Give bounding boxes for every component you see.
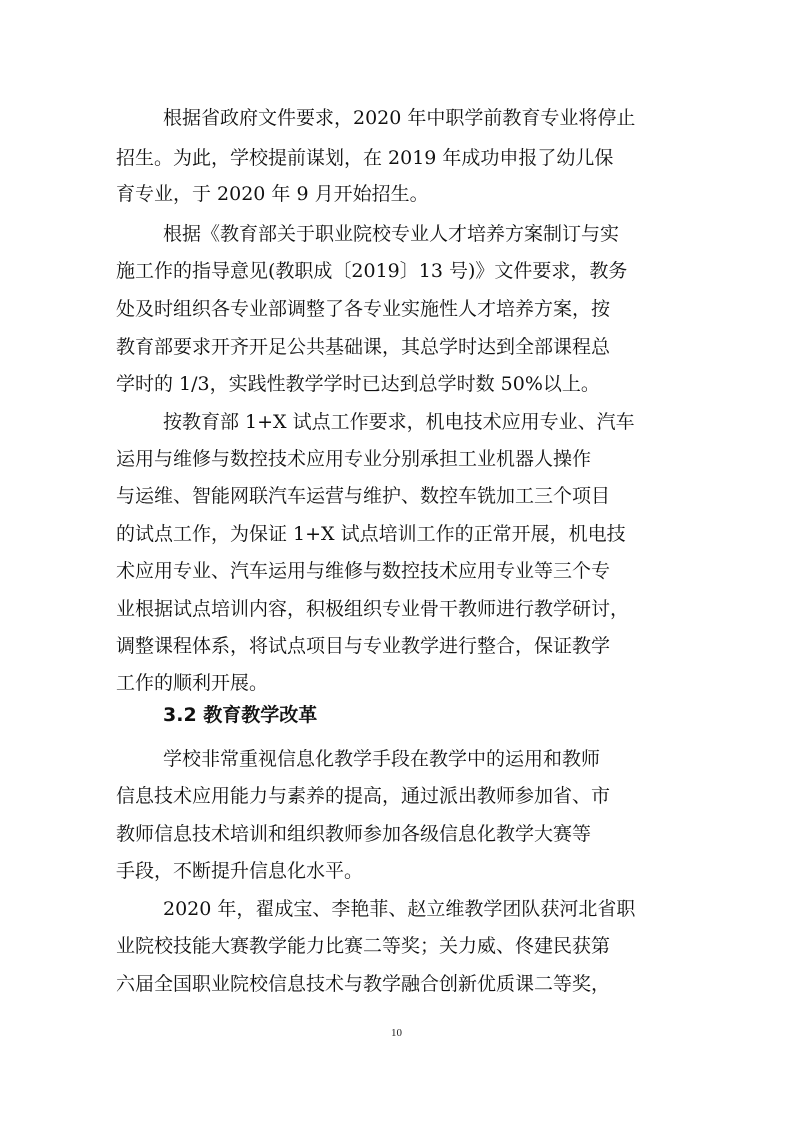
section-heading: 3.2 教育教学改革 bbox=[163, 704, 318, 726]
text-line: 与运维、智能网联汽车运营与维护、数控车铣加工三个项目 bbox=[116, 485, 611, 507]
text-line: 的试点工作，为保证 1+X 试点培训工作的正常开展，机电技 bbox=[116, 523, 626, 545]
text-line: 六届全国职业院校信息技术与教学融合创新优质课二等奖， bbox=[116, 973, 611, 995]
page-number: 10 bbox=[391, 1027, 402, 1039]
text-line: 信息技术应用能力与素养的提高，通过派出教师参加省、市 bbox=[116, 785, 611, 807]
text-line: 教师信息技术培训和组织教师参加各级信息化教学大赛等 bbox=[116, 823, 592, 845]
text-line: 学时的 1/3，实践性教学学时已达到总学时数 50%以上。 bbox=[116, 373, 600, 395]
text-line: 业院校技能大赛教学能力比赛二等奖；关力威、佟建民获第 bbox=[116, 935, 611, 957]
text-line: 业根据试点培训内容，积极组织专业骨干教师进行教学研讨， bbox=[116, 598, 630, 620]
text-line: 2020 年，翟成宝、李艳菲、赵立维教学团队获河北省职 bbox=[163, 898, 636, 920]
text-line: 术应用专业、汽车运用与维修与数控技术应用专业等三个专 bbox=[116, 560, 611, 582]
text-line: 根据省政府文件要求，2020 年中职学前教育专业将停止 bbox=[163, 107, 636, 129]
text-line: 学校非常重视信息化教学手段在教学中的运用和教师 bbox=[163, 748, 601, 770]
text-line: 根据《教育部关于职业院校专业人才培养方案制订与实 bbox=[163, 223, 620, 245]
text-line: 按教育部 1+X 试点工作要求，机电技术应用专业、汽车 bbox=[163, 411, 635, 433]
text-line: 教育部要求开齐开足公共基础课，其总学时达到全部课程总 bbox=[116, 336, 611, 358]
text-line: 处及时组织各专业部调整了各专业实施性人才培养方案，按 bbox=[116, 298, 611, 320]
text-line: 调整课程体系，将试点项目与专业教学进行整合，保证教学 bbox=[116, 635, 611, 657]
text-line: 运用与维修与数控技术应用专业分别承担工业机器人操作 bbox=[116, 448, 592, 470]
text-line: 施工作的指导意见(教职成〔2019〕13 号)》文件要求，教务 bbox=[116, 260, 628, 282]
text-line: 工作的顺利开展。 bbox=[116, 672, 269, 694]
text-line: 招生。为此，学校提前谋划，在 2019 年成功申报了幼儿保 bbox=[116, 147, 614, 169]
text-line: 育专业，于 2020 年 9 月开始招生。 bbox=[116, 183, 429, 205]
text-line: 手段，不断提升信息化水平。 bbox=[116, 860, 364, 882]
